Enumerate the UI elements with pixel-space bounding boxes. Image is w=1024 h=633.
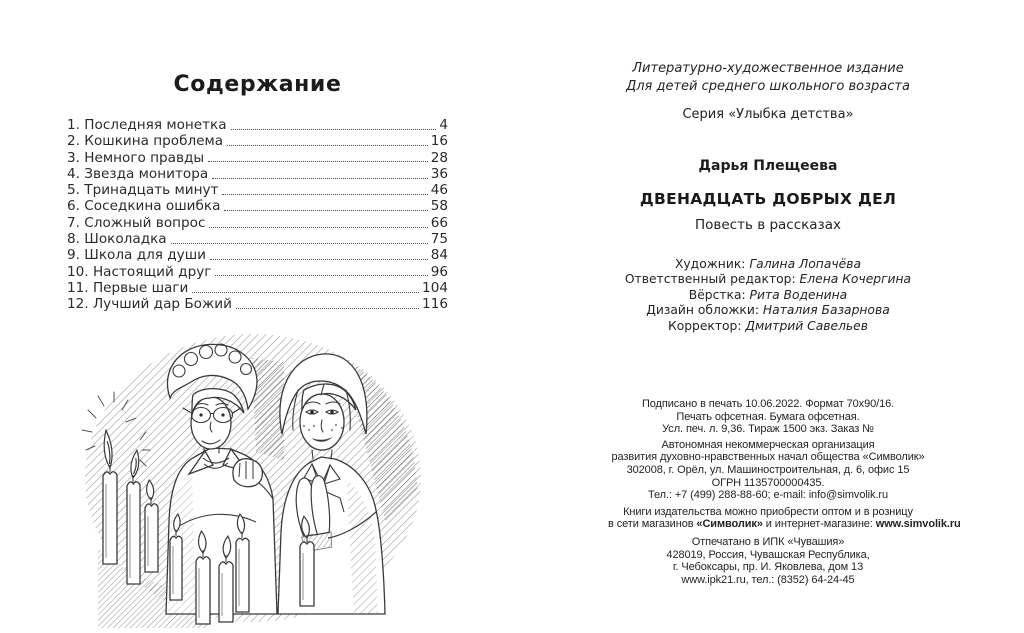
publisher-line: Тел.: +7 (499) 288-88-60; e-mail: info@simvolik.ru [648,489,888,502]
store-website: www.simvolik.ru [875,518,961,531]
sales-prefix: в сети магазинов [608,518,697,531]
toc-entry [67,150,448,166]
toc-entry [67,264,448,280]
toc-entry-label: 1. Последняя монетка [67,117,227,133]
toc-leader-dots [215,275,427,276]
toc-leader-dots [212,178,428,179]
toc-leader-dots [208,161,428,162]
children-candles-illustration [58,332,462,628]
credit-role: Ответственный редактор: [624,272,800,287]
toc-entry-page: 16 [430,133,448,150]
store-brand: «Символик» [696,518,763,531]
sales-block [608,505,961,531]
toc-leader-dots [227,145,428,146]
credit-line [608,303,928,318]
credit-name: Елена Кочергина [799,272,912,287]
imprint-page [608,60,961,586]
toc-list [67,117,448,313]
edition-type: Литературно-художественное издание [632,61,904,76]
toc-entry-page: 66 [430,214,448,231]
toc-entry-label: 12. Лучший дар Божий [67,296,232,313]
printer-line: г. Чебоксары, пр. И. Яковлева, дом 13 [672,561,864,574]
toc-entry-page: 104 [422,279,448,296]
toc-entry-page: 96 [430,263,448,280]
audience: Для детей среднего школьного возраста [626,78,910,94]
toc-entry-label: 3. Немного правды [67,149,205,166]
toc-entry [67,198,448,214]
credit-role: Дизайн обложки: [646,303,763,318]
sales-line1: Книги издательства можно приобрести оптом и в розницу [623,505,913,518]
toc-entry [67,296,448,312]
ink-illustration-svg [58,332,462,628]
toc-leader-dots [209,227,427,228]
credits-block [608,257,928,334]
toc-entry-label: 9. Школа для души [67,247,206,264]
print-info-block [608,398,928,436]
printer-block [608,536,928,586]
series-label: Серия «Улыбка детства» [682,107,854,122]
toc-leader-dots [222,194,427,195]
toc-entry-label: 8. Шоколадка [67,231,167,248]
toc-entry-page: 116 [422,296,448,313]
toc-leader-dots [171,243,428,244]
printer-line: 428019, Россия, Чувашская Республика, [666,548,870,561]
toc-title: Содержание [173,72,342,97]
print-info-line: Печать офсетная. Бумага офсетная. [676,410,860,423]
toc-entry-label: 2. Кошкина проблема [67,133,224,150]
toc-page [67,72,448,313]
toc-entry [67,280,448,296]
credit-name: Рита Воденина [749,287,848,302]
toc-entry-page: 58 [430,198,448,215]
toc-entry-label: 10. Настоящий друг [67,263,212,280]
toc-entry [67,231,448,247]
publisher-line: развития духовно-нравственных начал общества «Символик» [611,451,925,464]
publisher-line: ОГРН 1135700000435. [711,476,825,489]
toc-entry-label: 11. Первые шаги [67,279,189,296]
toc-entry-label: 4. Звезда монитора [67,165,209,182]
printer-line: www.ipk21.ru, тел.: (8352) 64-24-45 [681,573,855,586]
toc-entry-page: 4 [439,117,448,133]
printer-line: Отпечатано в ИПК «Чувашия» [691,535,845,548]
credit-role: Вёрстка: [688,287,750,302]
edition-block [608,60,928,95]
publisher-block [608,439,928,502]
book-title: ДВЕНАДЦАТЬ ДОБРЫХ ДЕЛ [639,190,897,208]
toc-leader-dots [192,292,419,293]
toc-entry-label: 5. Тринадцать минут [67,182,219,199]
credit-line [608,257,928,272]
toc-leader-dots [210,259,428,260]
toc-entry-page: 36 [430,165,448,182]
book-subtitle: Повесть в рассказах [694,217,841,233]
toc-entry [67,182,448,198]
toc-entry-label: 6. Соседкина ошибка [67,198,221,215]
publisher-line: Автономная некоммерческая организация [661,438,875,451]
credit-role: Корректор: [668,318,746,333]
toc-entry-page: 75 [430,231,448,248]
toc-leader-dots [224,210,427,211]
publisher-line: 302008, г. Орёл, ул. Машиностроительная, д. 6, офис 15 [626,464,910,476]
sales-mid: и интернет-магазине: [762,518,876,531]
credit-name: Дмитрий Савельев [745,318,868,333]
toc-entry [67,166,448,182]
toc-entry-page: 84 [430,247,448,264]
author-name: Дарья Плещеева [698,158,838,174]
toc-entry [67,133,448,149]
toc-entry-page: 28 [430,149,448,166]
toc-entry [67,215,448,231]
toc-entry-page: 46 [430,182,448,199]
toc-leader-dots [236,308,419,309]
toc-leader-dots [231,129,437,130]
toc-entry [67,247,448,263]
credit-role: Художник: [674,257,750,271]
credit-line [608,272,928,287]
print-info-line: Усл. печ. л. 9,36. Тираж 1500 экз. Заказ № [662,423,874,436]
print-info-line: Подписано в печать 10.06.2022. Формат 70x90/16. [641,398,895,411]
credit-line [608,288,928,303]
sales-line2 [608,518,961,531]
toc-entry [67,117,448,133]
credit-line [608,319,928,334]
credit-name: Наталия Базарнова [762,303,890,318]
credit-name: Галина Лопачёва [749,257,861,271]
toc-entry-label: 7. Сложный вопрос [67,214,206,231]
